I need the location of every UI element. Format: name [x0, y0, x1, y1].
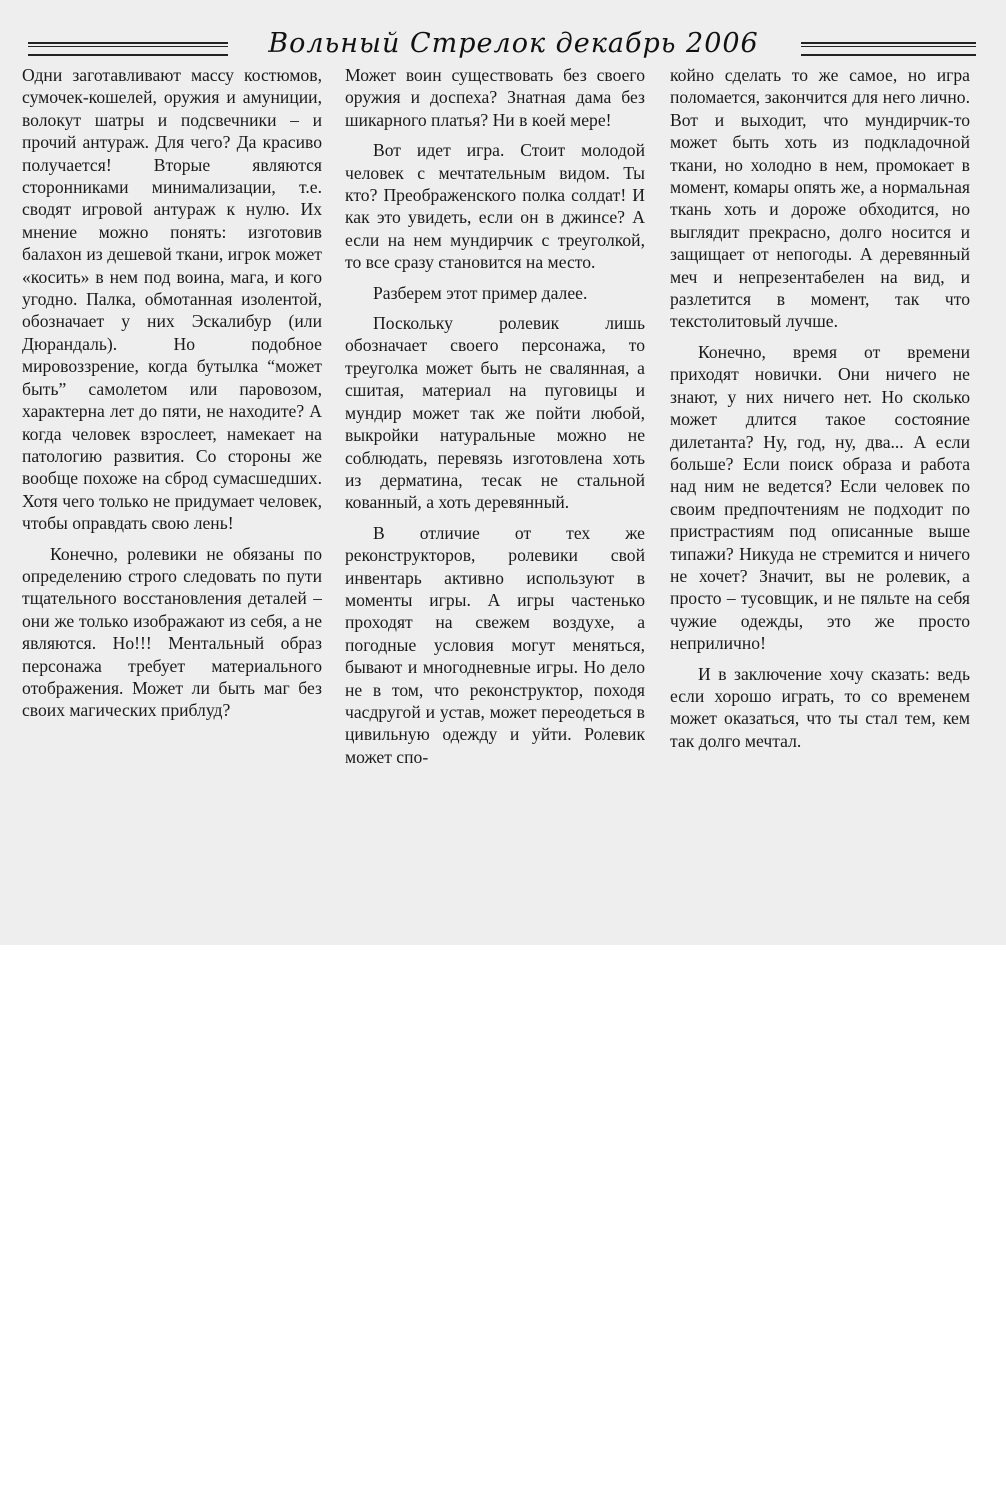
masthead-rule-right	[801, 42, 976, 56]
paragraph: Может воин существовать без своего оружия и доспеха? Знатная дама без шикарного платья? Ни в коей мере!	[345, 65, 645, 130]
paragraph: Конечно, время от времени приходят новички. Они ничего не знают, у них ничего нет. Но сколько может длится такое состояние дилетанта? Ну, год, ну, два... А если больше? Если поиск образа и работа над ним не ведется? Если человек по своим предпочтениям не подходит по пристрастиям под описанные выше типажи? Никуда не стремится и ничего не хочет? Значит, вы не ролевик, а просто – тусовщик, и не пяльте на себя чужие одежды, это же просто неприлично!	[670, 341, 970, 654]
paragraph: койно сделать то же самое, но игра поломается, закончится для него лично. Вот и выходит, что мундирчик-то может быть хоть из подкладочной ткани, но холодно в нем, промокает в момент, комары опять же, а нормальная ткань хоть и дороже обходится, но выглядит прекрасно, долго носится и защищает от непогоды. А деревянный меч и непрезентабелен на вид, и разлетится в момент, так что текстолитовый лучше.	[670, 65, 970, 332]
paragraph: Вот идет игра. Стоит молодой человек с мечтательным видом. Ты кто? Преображенского полка солдат! И как это увидеть, если он в джинсе? А если на нем мундирчик с треуголкой, то все сразу становится на место.	[345, 140, 645, 273]
article-column-2	[345, 64, 645, 944]
masthead	[28, 30, 976, 64]
masthead-title: Вольный Стрелок декабрь 2006	[268, 28, 759, 59]
article-column-3	[670, 64, 970, 944]
paragraph: И в заключение хочу сказать: ведь если хорошо играть, то со временем может оказаться, что ты стал тем, кем так долго мечтал.	[670, 663, 970, 751]
article-column-1	[22, 64, 322, 944]
paragraph: Поскольку ролевик лишь обозначает своего персонажа, то треуголка может быть не свалянная, а сшитая, материал на пуговицы и мундир может так же пойти любой, выкройки натуральные можно не соблюдать, перевязь изготовлена хоть из дерматина, тесак не стальной кованный, а хоть деревянный.	[345, 313, 645, 513]
masthead-rule-left	[28, 42, 228, 56]
paragraph: Одни заготавливают массу костюмов, сумочек-кошелей, оружия и амуниции, волокут шатры и подсвечники – и прочий антураж. Для чего? Да красиво получается! Вторые являются сторонниками минимализации, т.е. сводят игровой антураж к нулю. Их мнение можно понять: изготовив балахон из дешевой ткани, игрок может «косить» в нем под воина, мага, и кого угодно. Палка, обмотанная изолентой, обозначает у них Эскалибур (или Дюрандаль). Но подобное мировоззрение, когда бутылка “может быть” самолетом или паровозом, характерна лет до пяти, не находите? А когда человек взрослеет, намекает на патологию развития. Со стороны же вообще похоже на сброд сумасшедших. Хотя чего только не придумает человек, чтобы оправдать свою лень!	[22, 65, 322, 534]
paragraph: Конечно, ролевики не обязаны по определению строго следовать по пути тщательного восстановления деталей – они же только изображают из себя, а не являются. Но!!! Ментальный образ персонажа требует материального отображения. Может ли быть маг без своих магических приблуд?	[22, 543, 322, 721]
paragraph: Разберем этот пример далее.	[373, 282, 588, 303]
paragraph: В отличие от тех же реконструкторов, ролевики свой инвентарь активно используют в моменты игры. А игры частенько проходят на свежем воздухе, а погодные условия могут меняться, бывают и многодневные игры. Но дело не в том, что реконструктор, походя часдругой и устав, может переодеться в цивильную одежду и уйти. Ролевик может спо-	[345, 522, 645, 767]
